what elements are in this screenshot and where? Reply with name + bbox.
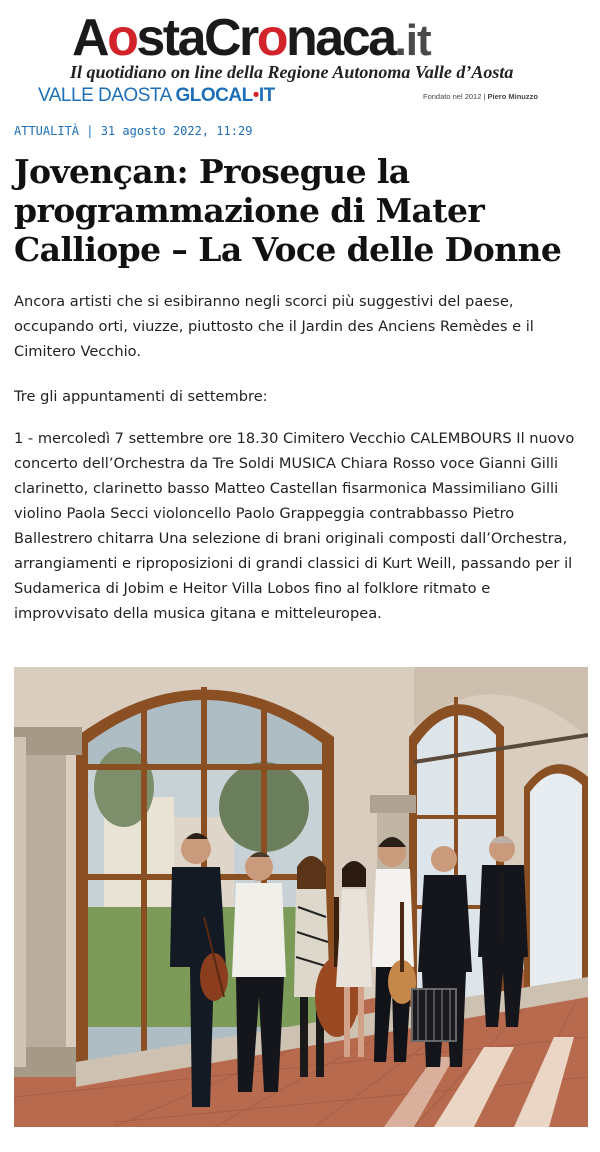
site-tagline: Il quotidiano on line della Regione Autonoma Valle d’Aosta: [70, 62, 514, 82]
logo-text-cr: Cr: [203, 9, 257, 67]
article-photo: [14, 667, 588, 1127]
logo-tld: .it: [394, 16, 431, 65]
founder-name: Piero Minuzzo: [487, 92, 538, 101]
logo-text-a: A: [72, 9, 108, 67]
founded-separator: |: [481, 92, 488, 101]
masthead: [0, 0, 600, 112]
article-paragraph: 1 - mercoledì 7 settembre ore 18.30 Cimitero Vecchio CALEMBOURS Il nuovo concerto dell’Orchestra da Tre Soldi MUSICA Chiara Rosso voce Gianni Gilli clarinetto, clarinetto basso Matteo Castellan fisarmonica Massimiliano Gilli violino Paola Secci violoncello Paolo Grappeggia contrabbasso Pietro Ballestrero chitarra Una selezione di brani originali composti dall’Orchestra, arrangiamenti e riproposizioni di grandi classici di Kurt Weill, passando per il Sudamerica di Jobim e Heitor Villa Lobos fino al folklore ritmato e improvvisato della musica gitana e mitteleuropea.: [14, 430, 575, 622]
network-it: IT: [258, 85, 275, 106]
logo-text-sta: sta: [136, 9, 204, 67]
network-glocal: GLOCAL: [175, 85, 253, 106]
founded-text: Fondato nel 2012: [423, 92, 482, 101]
photo-illustration: [14, 667, 588, 1127]
network-name: VALLE DAOSTA: [38, 85, 176, 106]
article-meta[interactable]: ATTUALITÀ | 31 agosto 2022, 11:29: [14, 124, 253, 138]
network-dot: •: [252, 85, 259, 106]
article-paragraph: Ancora artisti che si esibiranno negli scorci più suggestivi del paese, occupando orti, viuzze, piuttosto che il Jardin des Anciens Remèdes e il Cimitero Vecchio.: [14, 293, 534, 360]
network-logo[interactable]: [38, 85, 275, 107]
logo-red-o-2: o: [256, 9, 287, 67]
logo-text-naca: naca: [286, 9, 395, 67]
founded-line: [423, 92, 538, 101]
article-title: Jovençan: Prosegue la programmazione di Mater Calliope – La Voce delle Donne: [14, 152, 562, 269]
article-paragraph: Tre gli appuntamenti di settembre:: [14, 388, 268, 405]
logo-red-o: o: [107, 9, 137, 67]
